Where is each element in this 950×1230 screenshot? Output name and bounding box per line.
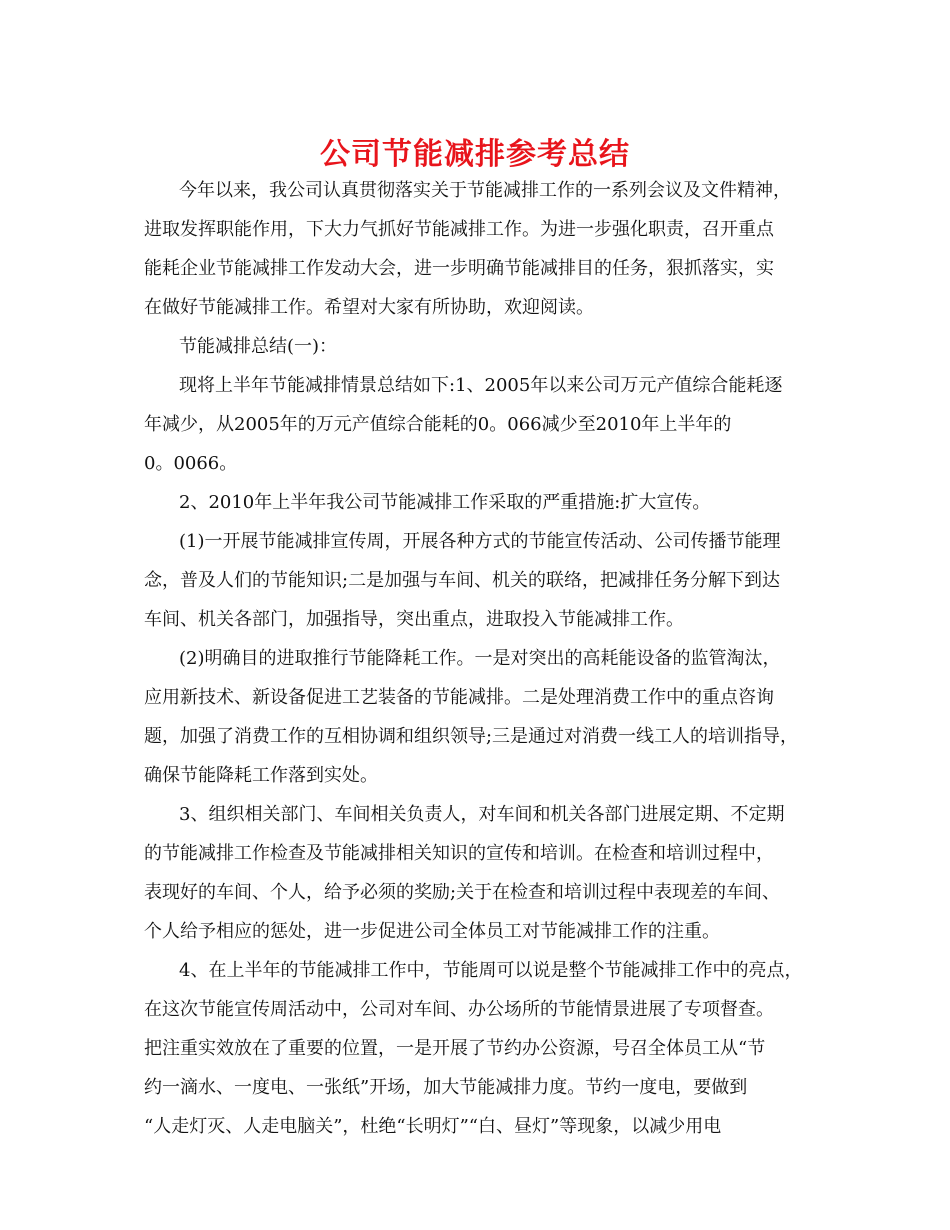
body-line: 车间、机关各部门，加强指导，突出重点，进取投入节能减排工作。 bbox=[144, 609, 684, 630]
body-line: “人走灯灭、人走电脑关”，杜绝“长明灯”“白、昼灯”等现象，以减少用电 bbox=[144, 1116, 722, 1137]
body-line: 确保节能降耗工作落到实处。 bbox=[144, 765, 378, 786]
body-line: 题，加强了消费工作的互相协调和组织领导;三是通过对消费一线工人的培训指导， bbox=[144, 726, 799, 747]
body-line: (2)明确目的进取推行节能降耗工作。一是对突出的高耗能设备的监管淘汰， bbox=[179, 648, 781, 669]
body-line: 念，普及人们的节能知识;二是加强与车间、机关的联络，把减排任务分解下到达 bbox=[144, 570, 781, 591]
document-title: 公司节能减排参考总结 bbox=[320, 137, 630, 172]
body-line: 能耗企业节能减排工作发动大会，进一步明确节能减排目的任务，狠抓落实，实 bbox=[144, 258, 774, 279]
body-line: 在这次节能宣传周活动中，公司对车间、办公场所的节能情景进展了专项督查。 bbox=[144, 999, 774, 1020]
body-line: 0。0066。 bbox=[144, 453, 238, 474]
body-line: 2、2010年上半年我公司节能减排工作采取的严重措施:扩大宣传。 bbox=[179, 492, 711, 513]
body-line: 在做好节能减排工作。希望对大家有所协助，欢迎阅读。 bbox=[144, 297, 594, 318]
body-line: 现将上半年节能减排情景总结如下:1、2005年以来公司万元产值综合能耗逐 bbox=[179, 375, 783, 396]
body-line: 表现好的车间、个人，给予必须的奖励;关于在检查和培训过程中表现差的车间、 bbox=[144, 882, 781, 903]
section-heading: 节能减排总结(一)： bbox=[179, 336, 338, 357]
body-line: 约一滴水、一度电、一张纸”开场，加大节能减排力度。节约一度电，要做到 bbox=[144, 1077, 748, 1098]
body-line: 应用新技术、新设备促进工艺装备的节能减排。二是处理消费工作中的重点咨询 bbox=[144, 687, 774, 708]
body-line: 年减少，从2005年的万元产值综合能耗的0。066减少至2010年上半年的 bbox=[144, 414, 732, 435]
body-line: (1)一开展节能减排宣传周，开展各种方式的节能宣传活动、公司传播节能理 bbox=[179, 531, 781, 552]
body-line: 3、组织相关部门、车间相关负责人，对车间和机关各部门进展定期、不定期 bbox=[179, 804, 785, 825]
body-line: 把注重实效放在了重要的位置，一是开展了节约办公资源，号召全体员工从“节 bbox=[144, 1038, 766, 1059]
body-line: 个人给予相应的惩处，进一步促进公司全体员工对节能减排工作的注重。 bbox=[144, 921, 720, 942]
body-line: 4、在上半年的节能减排工作中，节能周可以说是整个节能减排工作中的亮点， bbox=[179, 960, 803, 981]
body-line: 的节能减排工作检查及节能减排相关知识的宣传和培训。在检查和培训过程中， bbox=[144, 843, 774, 864]
body-line: 进取发挥职能作用，下大力气抓好节能减排工作。为进一步强化职责，召开重点 bbox=[144, 219, 774, 240]
body-line: 今年以来，我公司认真贯彻落实关于节能减排工作的一系列会议及文件精神， bbox=[179, 180, 791, 201]
